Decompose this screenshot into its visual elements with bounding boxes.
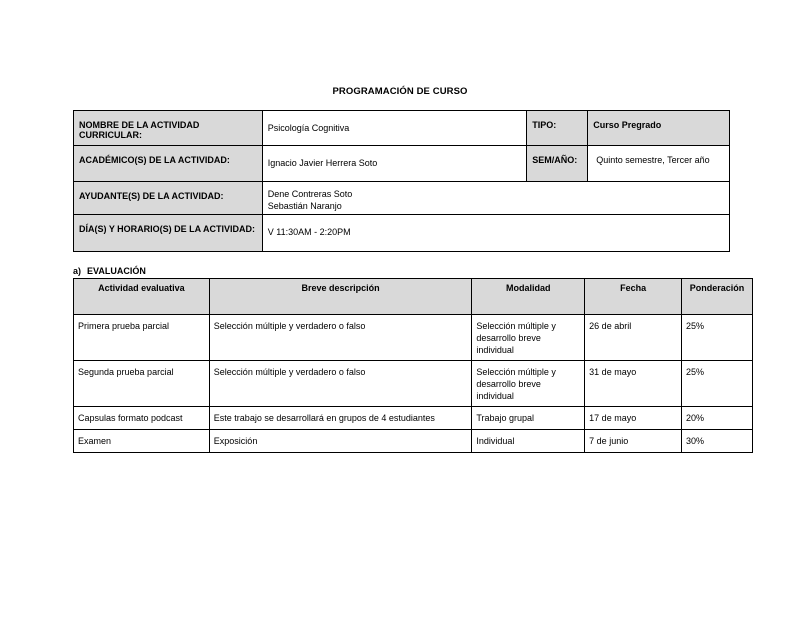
cell-modalidad: Trabajo grupal: [472, 407, 585, 430]
cell-ponderacion: 25%: [682, 315, 753, 361]
info-row-academico: [74, 146, 730, 182]
section-marker: a): [73, 266, 82, 276]
cell-descripcion: Selección múltiple y verdadero o falso: [209, 361, 472, 407]
info-row-horario: [74, 215, 730, 252]
info-row-name: [74, 111, 730, 146]
column-header: Breve descripción: [209, 279, 472, 315]
cell-fecha: 26 de abril: [585, 315, 682, 361]
course-info-table: [73, 110, 730, 252]
tipo-value: Curso Pregrado: [588, 111, 730, 146]
column-header: Fecha: [585, 279, 682, 315]
cell-descripcion: Este trabajo se desarrollará en grupos de 4 estudiantes: [209, 407, 472, 430]
section-heading: [73, 266, 146, 276]
page-title: PROGRAMACIÓN DE CURSO: [332, 86, 468, 97]
section-title: EVALUACIÓN: [87, 266, 146, 276]
cell-ponderacion: 25%: [682, 361, 753, 407]
modalidad-line: individual: [476, 345, 514, 355]
cell-fecha: 17 de mayo: [585, 407, 682, 430]
evaluation-table: [73, 278, 753, 453]
cell-actividad: Examen: [74, 430, 210, 453]
academico-label: ACADÉMICO(S) DE LA ACTIVIDAD:: [74, 146, 263, 182]
sem-value: Quinto semestre, Tercer año: [588, 146, 730, 182]
activity-name-value: Psicología Cognitiva: [262, 111, 526, 146]
academico-value: Ignacio Javier Herrera Soto: [262, 146, 526, 182]
column-header: Ponderación: [682, 279, 753, 315]
table-row: [74, 430, 753, 453]
tipo-label: TIPO:: [527, 111, 588, 146]
modalidad-line: Selección múltiple y: [476, 321, 556, 331]
modalidad-line: desarrollo breve: [476, 333, 541, 343]
cell-fecha: 31 de mayo: [585, 361, 682, 407]
modalidad-line: desarrollo breve: [476, 379, 541, 389]
ayudante-label: AYUDANTE(S) DE LA ACTIVIDAD:: [74, 182, 263, 215]
cell-actividad: Segunda prueba parcial: [74, 361, 210, 407]
ayudante-name: Dene Contreras Soto: [267, 189, 353, 199]
cell-ponderacion: 30%: [682, 430, 753, 453]
horario-value: V 11:30AM - 2:20PM: [262, 215, 729, 252]
cell-ponderacion: 20%: [682, 407, 753, 430]
column-header: Actividad evaluativa: [74, 279, 210, 315]
horario-label: DÍA(S) Y HORARIO(S) DE LA ACTIVIDAD:: [74, 215, 263, 252]
ayudante-name: Sebastián Naranjo: [267, 201, 342, 211]
cell-fecha: 7 de junio: [585, 430, 682, 453]
cell-actividad: Capsulas formato podcast: [74, 407, 210, 430]
cell-modalidad: Individual: [472, 430, 585, 453]
table-row: [74, 315, 753, 361]
sem-label: SEM/AÑO:: [527, 146, 588, 182]
table-row: [74, 407, 753, 430]
ayudante-values: [262, 182, 729, 215]
cell-actividad: Primera prueba parcial: [74, 315, 210, 361]
table-row: [74, 361, 753, 407]
info-row-ayudante: [74, 182, 730, 215]
cell-modalidad: [472, 361, 585, 407]
table-header-row: [74, 279, 753, 315]
cell-descripcion: Selección múltiple y verdadero o falso: [209, 315, 472, 361]
column-header: Modalidad: [472, 279, 585, 315]
cell-modalidad: [472, 315, 585, 361]
modalidad-line: individual: [476, 391, 514, 401]
cell-descripcion: Exposición: [209, 430, 472, 453]
activity-name-label: NOMBRE DE LA ACTIVIDAD CURRICULAR:: [74, 111, 263, 146]
modalidad-line: Selección múltiple y: [476, 367, 556, 377]
